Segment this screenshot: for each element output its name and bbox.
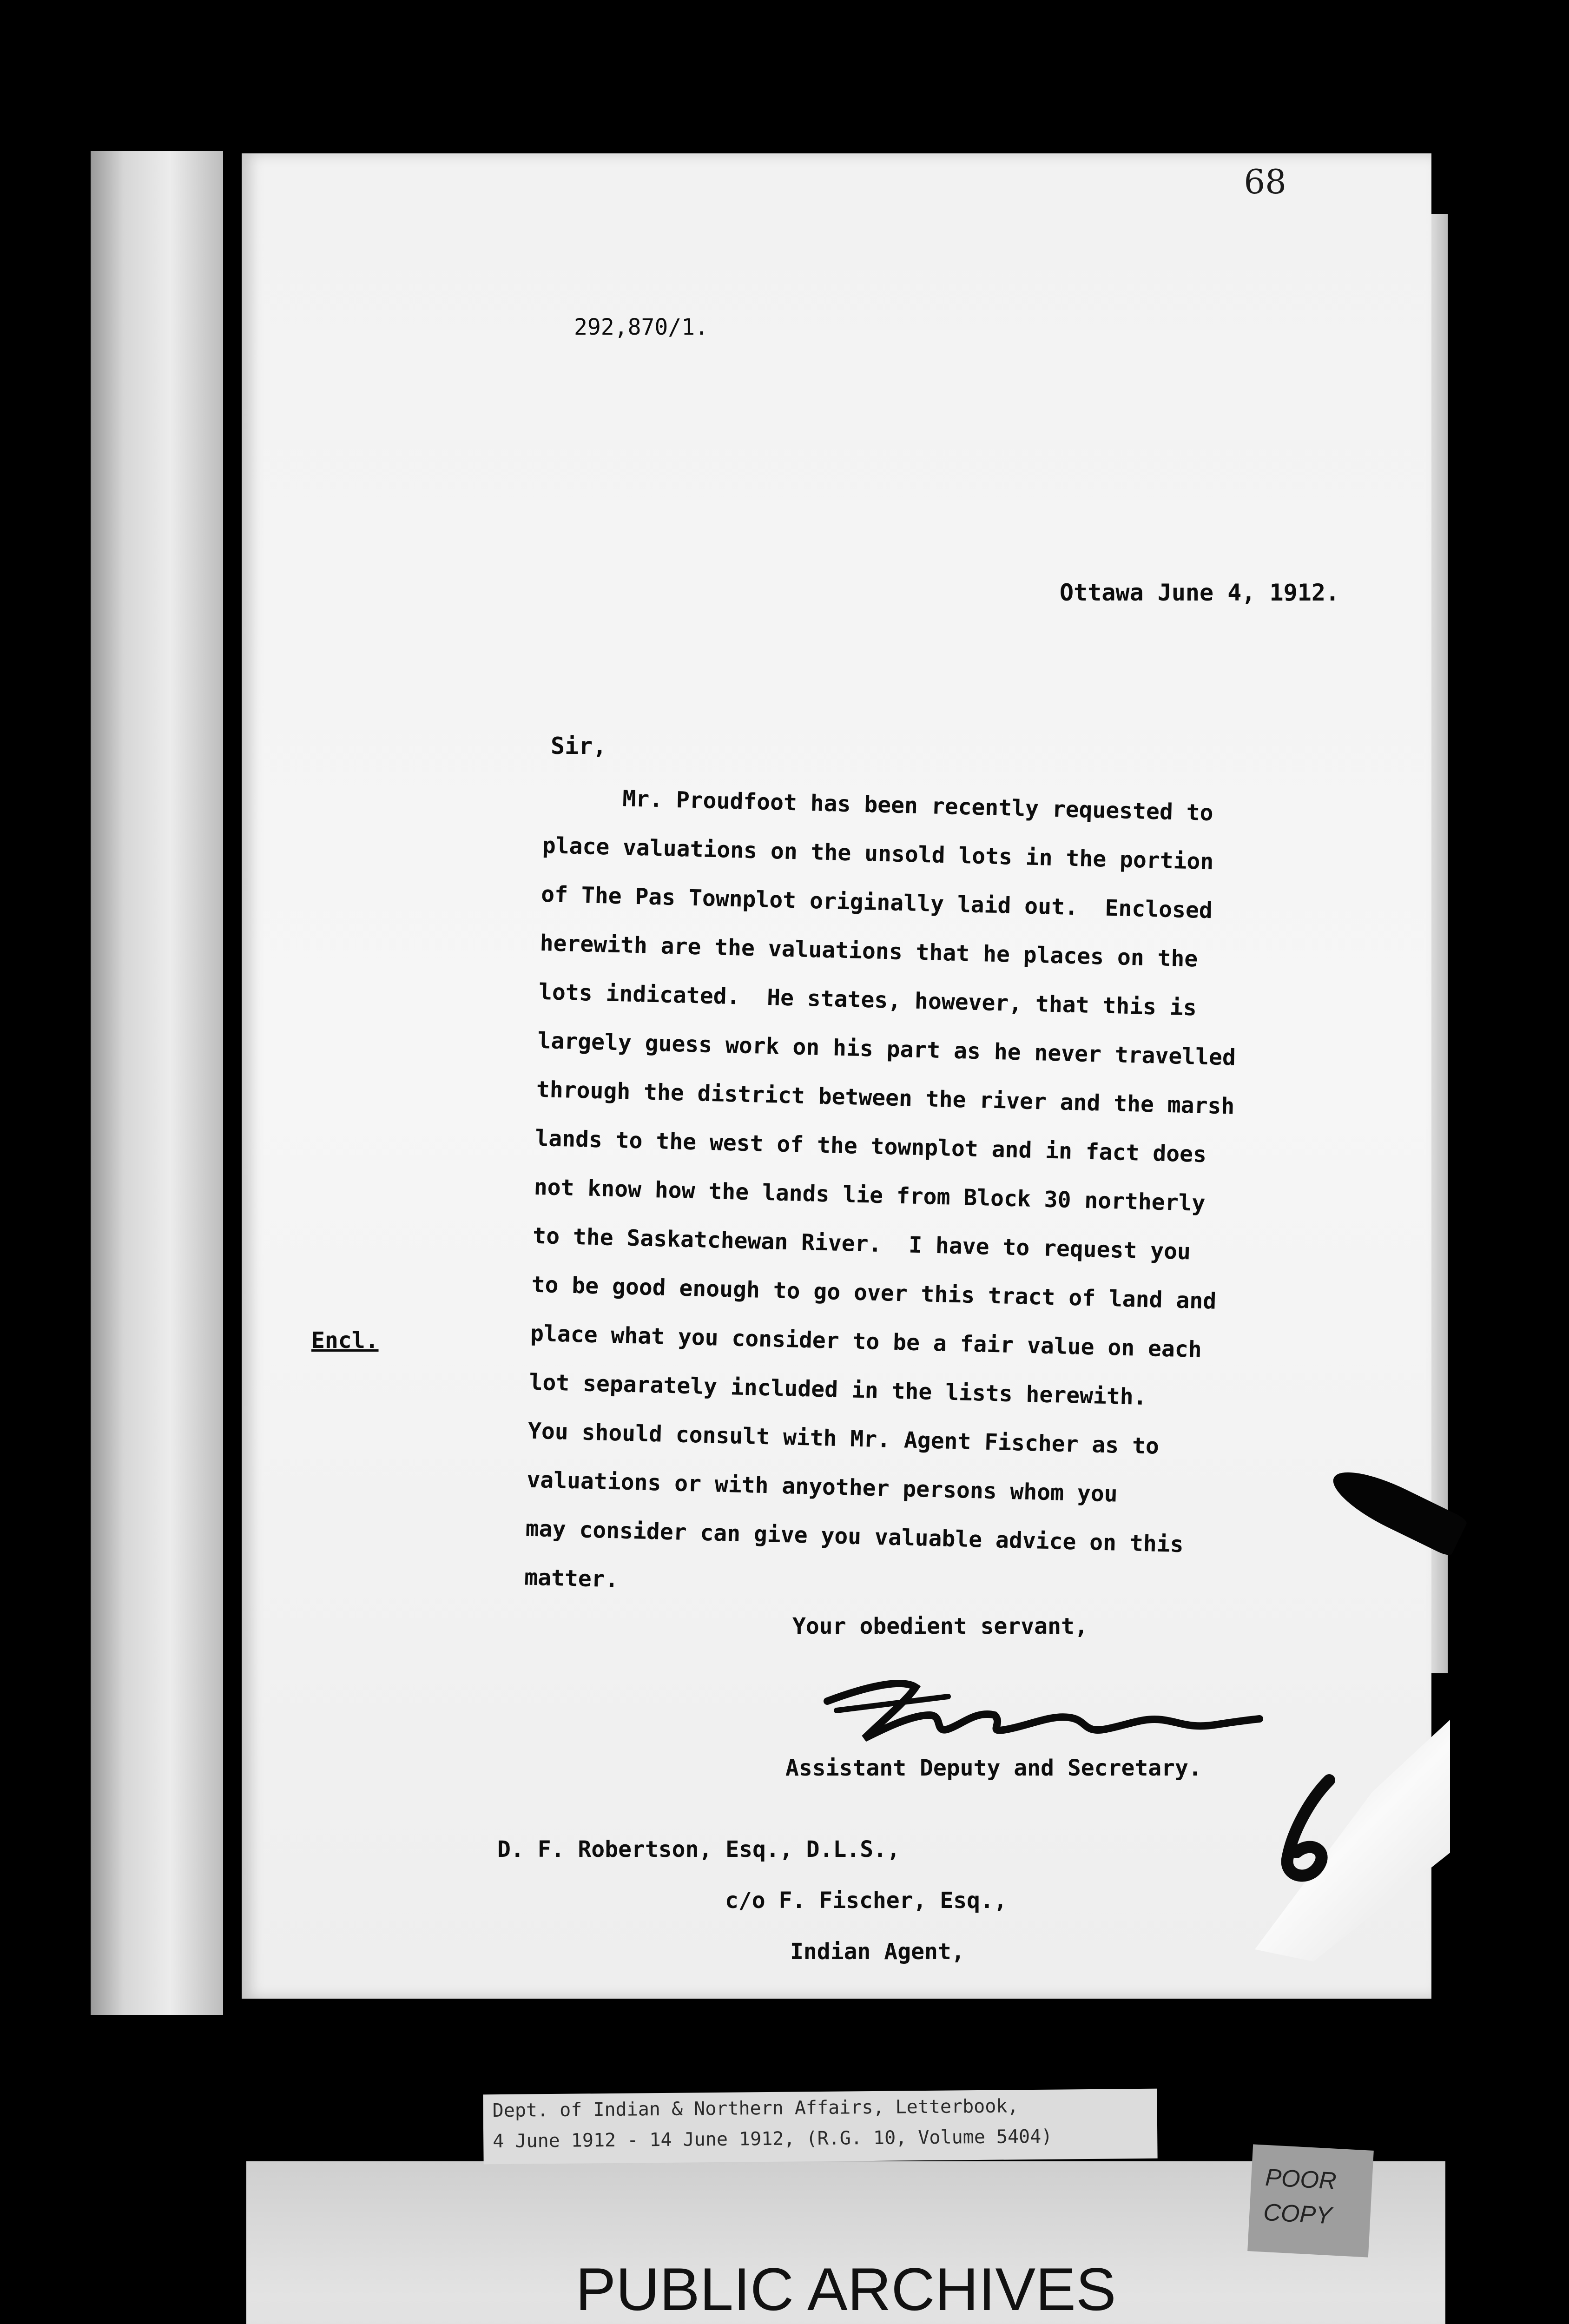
- archives-title-en: PUBLIC ARCHIVES: [575, 2255, 1116, 2323]
- body-line: may consider can give you valuable advice on this: [525, 1515, 1184, 1558]
- handwritten-mark: [1259, 1771, 1366, 1892]
- body-line: to the Saskatchewan River. I have to request you: [532, 1222, 1191, 1265]
- left-page-edge: [91, 151, 223, 2015]
- file-number: 292,870/1.: [574, 314, 708, 340]
- body-line: You should consult with Mr. Agent Fischer as to: [527, 1418, 1160, 1459]
- reference-line: Dept. of Indian & Northern Affairs, Letterbook,: [492, 2095, 1019, 2122]
- body-line: place what you consider to be a fair value on each: [530, 1320, 1202, 1363]
- body-line: herewith are the valuations that he places on the: [540, 930, 1199, 972]
- reference-slip: [483, 2089, 1157, 2165]
- tag-line: POOR: [1264, 2164, 1337, 2195]
- addressee-line: c/o F. Fischer, Esq.,: [725, 1888, 1007, 1914]
- handwritten-signature: [809, 1659, 1264, 1752]
- tag-line: COPY: [1263, 2199, 1333, 2230]
- reference-line: 4 June 1912 - 14 June 1912, (R.G. 10, Volume 5404): [493, 2126, 1053, 2152]
- salutation: Sir,: [551, 733, 607, 759]
- body-line: lots indicated. He states, however, that this is: [538, 978, 1197, 1021]
- body-line: largely guess work on his part as he never travelled: [537, 1027, 1236, 1071]
- body-line: not know how the lands lie from Block 30 northerly: [534, 1174, 1206, 1217]
- body-line: to be good enough to go over this tract of land and: [531, 1271, 1217, 1314]
- addressee-line: D. F. Robertson, Esq., D.L.S.,: [497, 1836, 900, 1862]
- signatory-title: Assistant Deputy and Secretary.: [785, 1755, 1202, 1781]
- body-line: lot separately included in the lists herewith.: [528, 1369, 1147, 1411]
- body-line: Mr. Proudfoot has been recently requested to: [622, 786, 1214, 826]
- body-line: through the district between the river and the marsh: [536, 1076, 1235, 1120]
- letter-body: [523, 786, 1333, 1634]
- page-number: 68: [1244, 162, 1286, 201]
- body-line: place valuations on the unsold lots in the portion: [542, 832, 1214, 875]
- body-line: valuations or with anyother persons whom you: [526, 1466, 1118, 1507]
- poor-copy-tag: [1247, 2144, 1374, 2257]
- enclosure-note: Encl.: [311, 1327, 379, 1353]
- closing: Your obedient servant,: [792, 1613, 1088, 1639]
- dateline: Ottawa June 4, 1912.: [1060, 579, 1340, 606]
- body-line: lands to the west of the townplot and in fact does: [534, 1125, 1207, 1168]
- addressee-line: Indian Agent,: [790, 1939, 965, 1965]
- body-line: matter.: [524, 1564, 619, 1593]
- body-line: of The Pas Townplot originally laid out. Enclosed: [541, 881, 1213, 924]
